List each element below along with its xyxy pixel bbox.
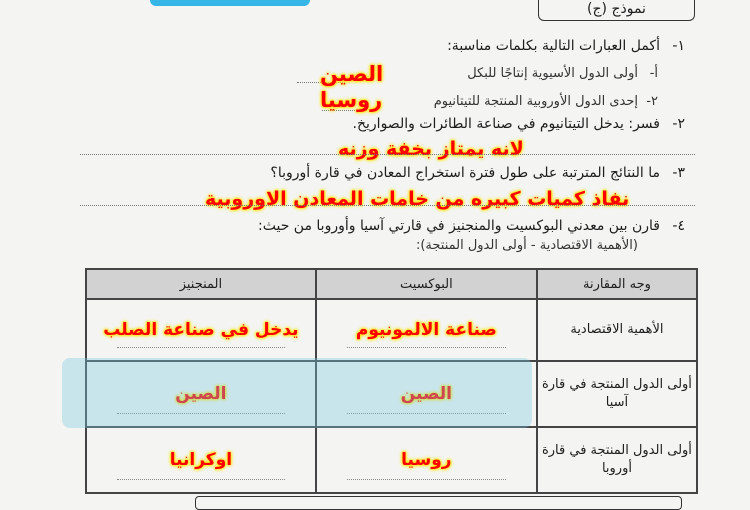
header-manganese: المنجنيز — [86, 269, 316, 299]
q4-text: قارن بين معدني البوكسيت والمنجنيز في قارتي آسيا وأوروبا من حيث: — [258, 218, 660, 234]
cell-answer: روسيا — [401, 450, 452, 470]
table-row — [86, 427, 697, 493]
cell-dots — [347, 479, 506, 480]
q1a-answer: الصين — [320, 62, 384, 86]
q4-number: ٤- — [672, 218, 685, 234]
cell-dots — [347, 347, 506, 348]
q3-number: ٣- — [672, 165, 685, 181]
q1-title: أكمل العبارات التالية بكلمات مناسبة: — [447, 38, 660, 54]
bottom-frame — [195, 496, 682, 510]
row-label: الأهمية الاقتصادية — [537, 299, 697, 361]
header-comparison: وجه المقارنة — [537, 269, 697, 299]
q1a-text: أولى الدول الأسيوية إنتاجًا للبكل — [467, 66, 638, 81]
model-label: نموذج (ج) — [538, 0, 695, 21]
table-row — [86, 299, 697, 361]
q2-text: فسر: يدخل التيتانيوم في صناعة الطائرات والصواريخ. — [352, 116, 660, 132]
q1-number: ١- — [672, 38, 685, 54]
q3-dots — [80, 205, 695, 206]
table-header-row — [86, 269, 697, 299]
row-label: أولى الدول المنتجة في قارة آسيا — [537, 361, 697, 427]
q4-subtext: (الأهمية الاقتصادية - أولى الدول المنتجة): — [415, 238, 638, 253]
table-cell — [86, 427, 316, 493]
q3-text: ما النتائج المترتبة على طول فترة استخراج المعادن في قارة أوروبا؟ — [270, 165, 660, 181]
table-cell — [86, 299, 316, 361]
q2-dots — [80, 154, 695, 155]
top-accent-bar — [150, 0, 310, 6]
q1b-text: إحدى الدول الأوروبية المنتجة للتيتانيوم — [433, 94, 638, 109]
table-cell — [316, 299, 537, 361]
q1b-answer: روسيا — [320, 88, 383, 112]
cell-dots — [117, 479, 285, 480]
cell-answer: اوكرانيا — [169, 450, 233, 470]
cell-answer: الصين — [400, 384, 452, 404]
q2-answer: لانه يمتاز بخفة وزنه — [338, 138, 524, 160]
q3-answer: نفاذ كميات كبيره من خامات المعادن الاوروبية — [205, 188, 630, 210]
cell-answer: يدخل في صناعة الصلب — [103, 320, 299, 340]
q2-number: ٢- — [672, 116, 685, 132]
row-label: أولى الدول المنتجة في قارة أوروبا — [537, 427, 697, 493]
q1b-number: ٢- — [646, 94, 658, 109]
watermark-overlay — [62, 358, 532, 428]
header-bauxite: البوكسيت — [316, 269, 537, 299]
table-cell — [316, 427, 537, 493]
cell-answer: الصين — [175, 384, 227, 404]
cell-answer: صناعة الالمونيوم — [355, 320, 497, 340]
q1a-number: أ- — [649, 66, 658, 81]
cell-dots — [117, 347, 285, 348]
